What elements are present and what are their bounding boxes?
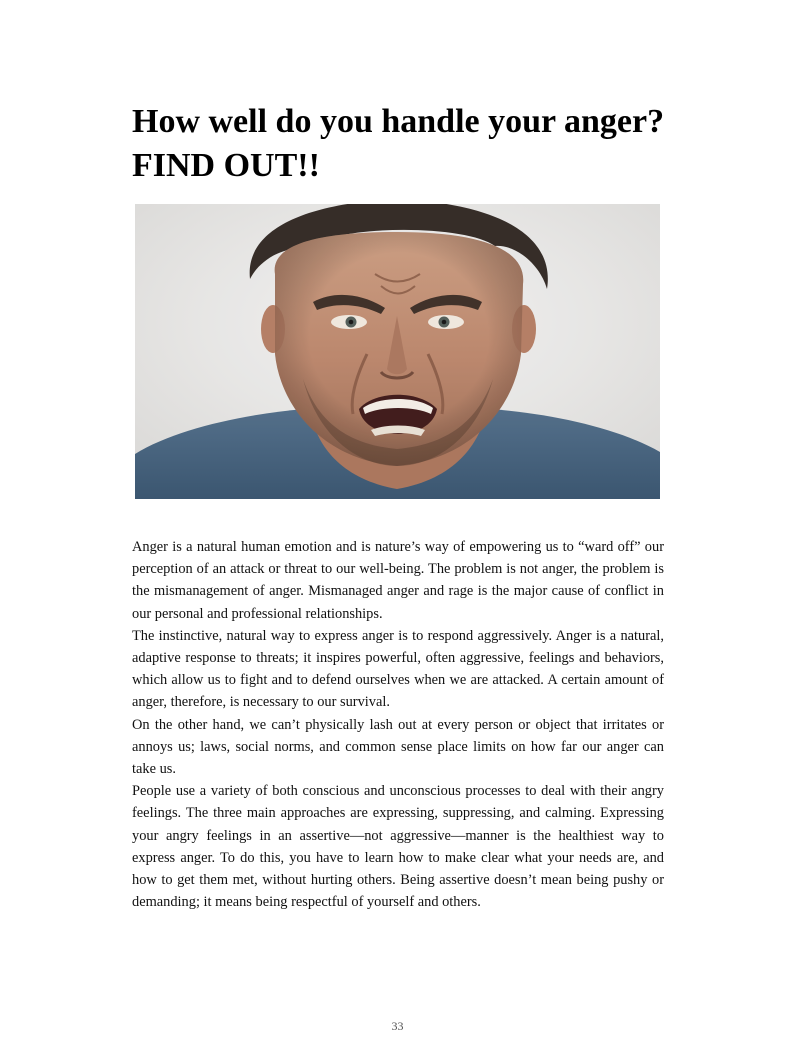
paragraph: Anger is a natural human emotion and is nature’s way of empowering us to “ward off” our perception of an attack or threat to our well-being. The problem is not anger, the problem is the mismanagement of anger. Mismanaged anger and rage is the major cause of conflict in our personal and professional relationships. [132,539,664,622]
paragraph: On the other hand, we can’t physically lash out at every person or object that irritates or annoys us; laws, social norms, and common sense place limits on how far our anger can take us. [132,716,664,778]
angry-man-photo [135,204,660,499]
page-title: How well do you handle your anger? FIND OUT!! [132,103,665,184]
article-body [132,536,664,913]
paragraph: People use a variety of both conscious and unconscious processes to deal with their angry feelings. The three main approaches are expressing, suppressing, and calming. Expressing your angry feelings in an assertive—not aggressive—manner is the healthiest way to express anger. To do this, you have to learn how to make clear what your needs are, and how to get them met, without hurting others. Being assertive doesn’t mean being pushy or demanding; it means being respectful of yourself and others. [132,783,664,911]
page-number: 33 [391,1019,404,1033]
paragraph: The instinctive, natural way to express anger is to respond aggressively. Anger is a natural, adaptive response to threats; it inspires powerful, often aggressive, feelings and behaviors, which allow us to fight and to defend ourselves when we are attacked. A certain amount of anger, therefore, is necessary to our survival. [132,627,664,711]
